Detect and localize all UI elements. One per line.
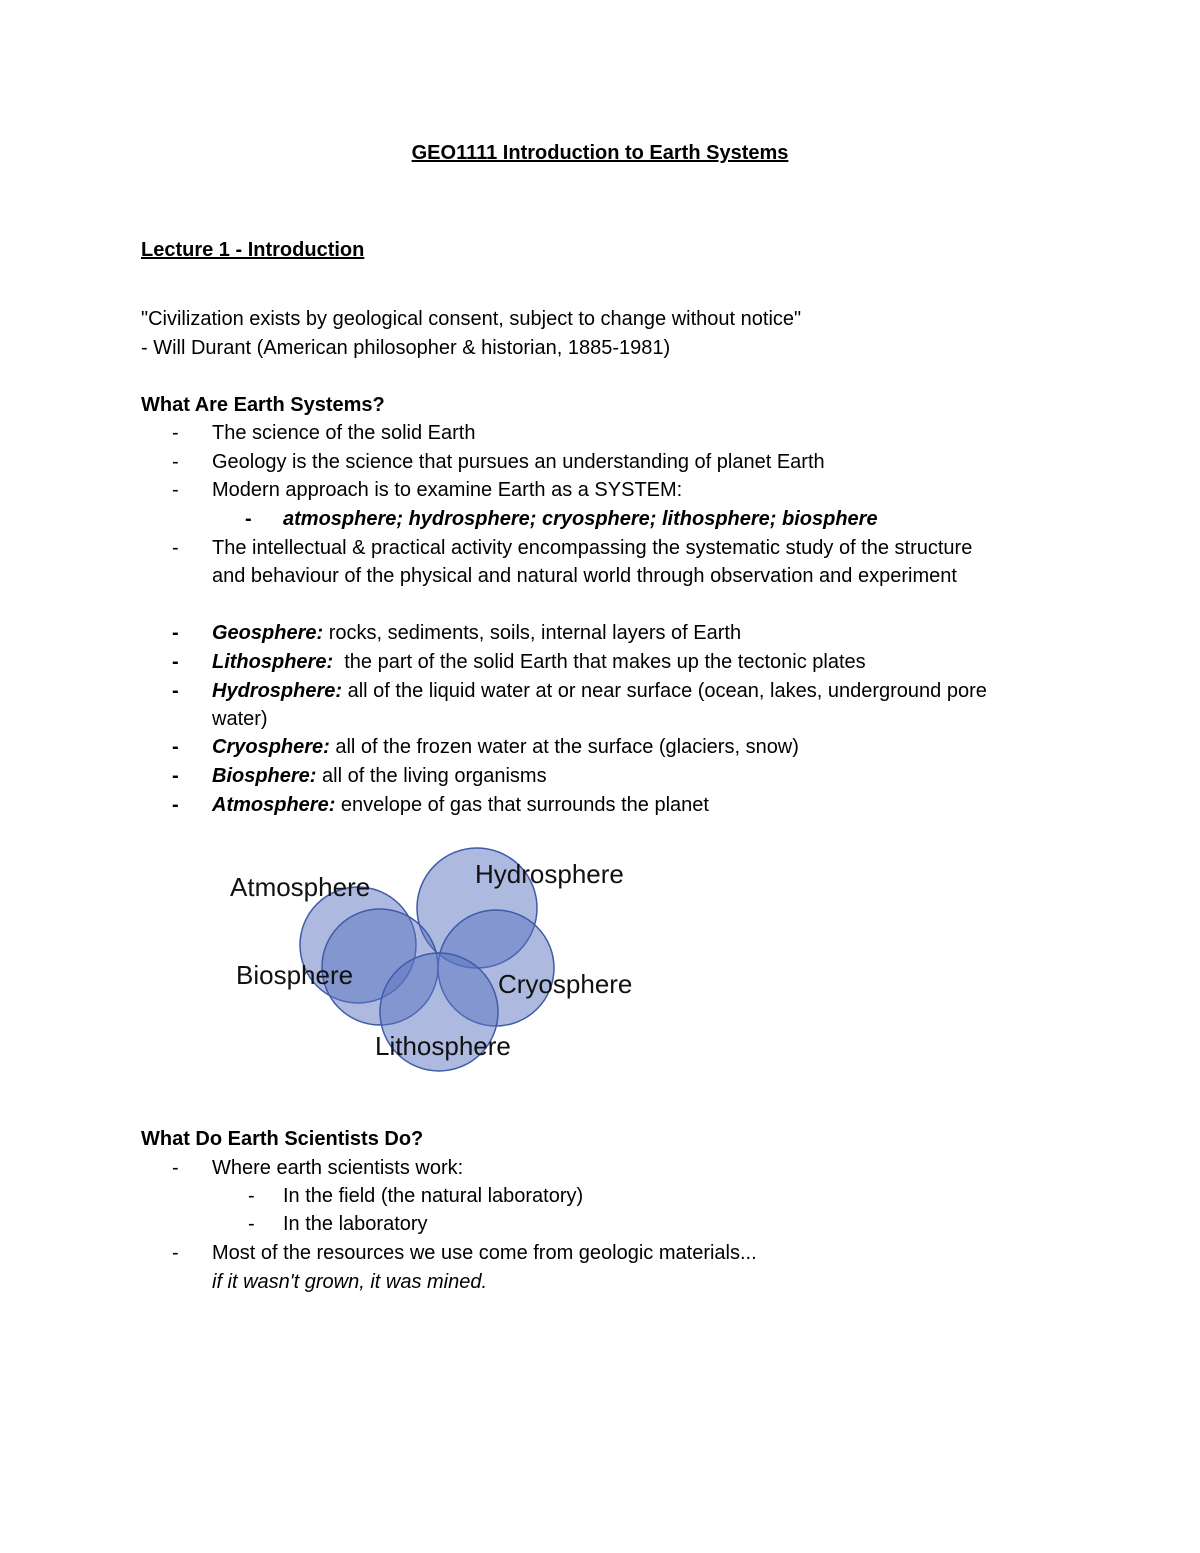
sub-list-item-text: In the laboratory	[283, 1213, 428, 1235]
definition-desc: envelope of gas that surrounds the planet	[335, 794, 709, 816]
definition-desc: the part of the solid Earth that makes up the tectonic plates	[333, 651, 866, 673]
list-dash: -	[172, 622, 179, 644]
list-item-continuation: if it wasn't grown, it was mined.	[212, 1271, 488, 1293]
list-item-text: The science of the solid Earth	[212, 422, 476, 444]
list-dash: -	[245, 508, 252, 530]
list-dash: -	[172, 422, 179, 444]
quote-author: - Will Durant (American philosopher & historian, 1885-1981)	[141, 337, 671, 359]
list-item-text: Most of the resources we use come from geologic materials...	[212, 1242, 757, 1264]
list-dash: -	[172, 651, 179, 673]
list-dash: -	[248, 1185, 255, 1207]
list-dash: -	[248, 1213, 255, 1235]
list-dash: -	[172, 451, 179, 473]
list-item-text: Geology is the science that pursues an understanding of planet Earth	[212, 451, 825, 473]
lecture-heading: Lecture 1 - Introduction	[141, 239, 365, 261]
list-dash: -	[172, 479, 179, 501]
list-dash: -	[172, 736, 179, 758]
sub-list-item-text: In the field (the natural laboratory)	[283, 1185, 584, 1207]
list-dash: -	[172, 680, 179, 702]
list-item-continuation: and behaviour of the physical and natural world through observation and experiment	[212, 565, 957, 587]
definition-term: Atmosphere:	[212, 794, 336, 816]
definition-desc: all of the living organisms	[316, 765, 547, 787]
quote-text: "Civilization exists by geological consent, subject to change without notice"	[141, 308, 802, 330]
definition-term: Geosphere:	[212, 622, 324, 644]
list-dash: -	[172, 537, 179, 559]
section-heading-earth-systems: What Are Earth Systems?	[141, 394, 385, 416]
list-dash: -	[172, 765, 179, 787]
list-item-text: Modern approach is to examine Earth as a SYSTEM:	[212, 479, 683, 501]
list-dash: -	[172, 1157, 179, 1179]
definition-desc: rocks, sediments, soils, internal layers of Earth	[323, 622, 742, 644]
definition-term: Cryosphere:	[212, 736, 330, 758]
definition-continuation: water)	[212, 708, 268, 730]
label-biosphere: Biosphere	[236, 960, 354, 990]
list-item-text: Where earth scientists work:	[212, 1157, 464, 1179]
definition-term: Biosphere:	[212, 765, 317, 787]
sub-list-item-text: atmosphere; hydrosphere; cryosphere; lithosphere; biosphere	[283, 508, 878, 530]
list-dash: -	[172, 794, 179, 816]
definition-desc: all of the liquid water at or near surface (ocean, lakes, underground pore	[342, 680, 987, 702]
earth-systems-diagram	[220, 840, 660, 1080]
list-item-text: The intellectual & practical activity encompassing the systematic study of the structure	[212, 537, 973, 559]
definition-term: Hydrosphere:	[212, 680, 343, 702]
definition-desc: all of the frozen water at the surface (glaciers, snow)	[329, 736, 799, 758]
label-cryosphere: Cryosphere	[498, 969, 633, 999]
list-dash: -	[172, 1242, 179, 1264]
label-atmosphere: Atmosphere	[230, 872, 371, 902]
label-hydrosphere: Hydrosphere	[475, 859, 624, 889]
section-heading-earth-scientists: What Do Earth Scientists Do?	[141, 1128, 424, 1150]
document-title: GEO1111 Introduction to Earth Systems	[411, 142, 789, 164]
definition-term: Lithosphere:	[212, 651, 334, 673]
label-lithosphere: Lithosphere	[375, 1031, 511, 1061]
